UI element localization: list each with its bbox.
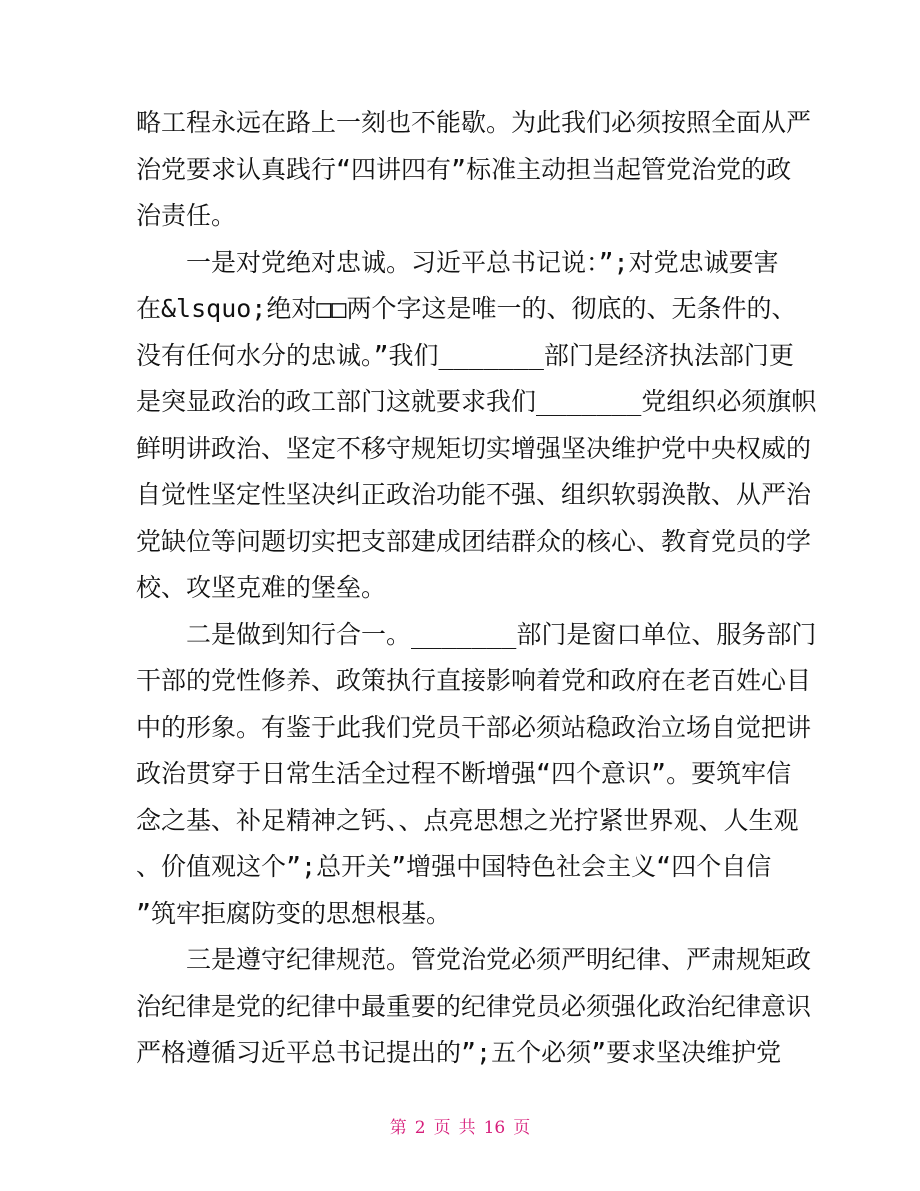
text-line: 治纪律是党的纪律中最重要的纪律党员必须强化政治纪律意识 [136, 991, 812, 1021]
footer-total-pages: 16 [483, 1118, 506, 1138]
text-line: 政治贯穿于日常生活全过程不断增强“四个意识”。要筑牢信 [136, 759, 792, 788]
text-line: 念之基、补足精神之钙、、点亮思想之光拧紧世界观、人生观 [136, 805, 799, 835]
text-line: 是突显政治的政工部门这就要求我们_______党组织必须旗帜 [136, 387, 817, 416]
footer-page-word: 页 [433, 1118, 451, 1138]
text-line: ”筑牢拒腐防变的思想根基。 [136, 898, 452, 928]
text-line: 中的形象。有鉴于此我们党员干部必须站稳政治立场自觉把讲 [136, 712, 812, 742]
text-line: 自觉性坚定性坚决纠正政治功能不强、组织软弱涣散、从严治 [136, 480, 812, 509]
text-line: 三是遵守纪律规范。管党治党必须严明纪律、严肃规矩政 [136, 945, 812, 974]
text-line: 在&lsquo;绝对□□两个字这是唯一的、彻底的、无条件的、 [136, 294, 797, 323]
text-line: 严格遵循习近平总书记提出的”;五个必须”要求坚决维护党 [136, 1038, 782, 1067]
text-line: 、价值观这个”;总开关”增强中国特色社会主义“四个自信 [136, 852, 772, 881]
body-text [136, 100, 817, 1077]
text-line: 略工程永远在路上一刻也不能歇。为此我们必须按照全面从严 [136, 108, 812, 137]
text-line: 干部的党性修养、政策执行直接影响着党和政府在老百姓心目 [136, 666, 812, 695]
page-footer [0, 1113, 920, 1138]
text-line: 二是做到知行合一。_______部门是窗口单位、服务部门 [136, 619, 817, 649]
text-line: 治责任。 [136, 201, 237, 230]
text-line: 校、攻坚克难的堡垒。 [136, 573, 387, 602]
text-line: 鲜明讲政治、坚定不移守规矩切实增强坚决维护党中央权威的 [136, 433, 812, 463]
text-line: 治党要求认真践行“四讲四有”标准主动担当起管党治党的政 [136, 154, 792, 184]
footer-total-prefix: 共 [458, 1118, 476, 1138]
text-line: 没有任何水分的忠诚。”我们_______部门是经济执法部门更 [136, 340, 794, 370]
footer-page-suffix: 页 [513, 1118, 531, 1138]
text-line: 党缺位等问题切实把支部建成团结群众的核心、教育党员的学 [136, 526, 812, 556]
footer-page-prefix: 第 [389, 1118, 407, 1138]
footer-current-page: 2 [414, 1118, 426, 1138]
text-line: 一是对党绝对忠诚。习近平总书记说：”;对党忠诚要害 [136, 247, 779, 277]
